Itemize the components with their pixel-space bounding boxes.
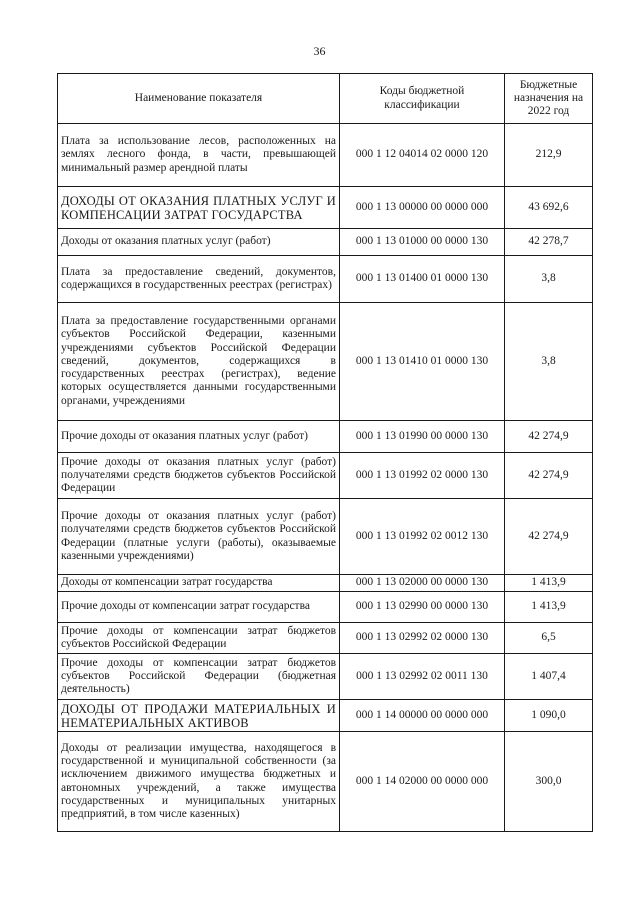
row-code: 000 1 13 02992 02 0000 130 — [340, 623, 505, 654]
table-row — [58, 187, 593, 229]
row-name: ДОХОДЫ ОТ ОКАЗАНИЯ ПЛАТНЫХ УСЛУГ И КОМПЕНСАЦИИ ЗАТРАТ ГОСУДАРСТВА — [58, 187, 340, 229]
table-row — [58, 229, 593, 256]
row-name: Прочие доходы от оказания платных услуг (работ) получателями средств бюджетов субъектов Российской Федерации (платные услуги (работы), оказываемые казенными учреждениями) — [58, 499, 340, 575]
table-row — [58, 421, 593, 453]
row-amount: 42 274,9 — [505, 421, 593, 453]
row-code: 000 1 13 01990 00 0000 130 — [340, 421, 505, 453]
row-name: Прочие доходы от компенсации затрат бюджетов субъектов Российской Федерации (бюджетная деятельность) — [58, 654, 340, 700]
row-name: Прочие доходы от оказания платных услуг (работ) получателями средств бюджетов субъектов Российской Федерации — [58, 453, 340, 499]
header-code: Коды бюджетной классификации — [340, 74, 505, 124]
row-name: Доходы от реализации имущества, находящегося в государственной и муниципальной собственности (за исключением движимого имущества бюджетных и автономных учреждений, а также имущества государственных и муниципальных унитарных предприятий, в том числе казенных) — [58, 732, 340, 832]
row-amount: 3,8 — [505, 303, 593, 421]
row-name: ДОХОДЫ ОТ ПРОДАЖИ МАТЕРИАЛЬНЫХ И НЕМАТЕРИАЛЬНЫХ АКТИВОВ — [58, 700, 340, 732]
row-amount: 42 278,7 — [505, 229, 593, 256]
row-code: 000 1 13 01400 01 0000 130 — [340, 256, 505, 303]
row-code: 000 1 13 00000 00 0000 000 — [340, 187, 505, 229]
row-name: Прочие доходы от компенсации затрат бюджетов субъектов Российской Федерации — [58, 623, 340, 654]
row-code: 000 1 14 00000 00 0000 000 — [340, 700, 505, 732]
row-name: Доходы от оказания платных услуг (работ) — [58, 229, 340, 256]
table-row — [58, 303, 593, 421]
row-code: 000 1 14 02000 00 0000 000 — [340, 732, 505, 832]
table-row — [58, 575, 593, 592]
table-row — [58, 654, 593, 700]
row-amount: 43 692,6 — [505, 187, 593, 229]
table-row — [58, 499, 593, 575]
row-amount: 1 090,0 — [505, 700, 593, 732]
table-row — [58, 592, 593, 623]
row-name: Доходы от компенсации затрат государства — [58, 575, 340, 592]
row-code: 000 1 12 04014 02 0000 120 — [340, 124, 505, 187]
table-row — [58, 732, 593, 832]
row-code: 000 1 13 01992 02 0012 130 — [340, 499, 505, 575]
row-name: Прочие доходы от оказания платных услуг (работ) — [58, 421, 340, 453]
header-name: Наименование показателя — [58, 74, 340, 124]
budget-table — [57, 73, 593, 832]
row-name: Прочие доходы от компенсации затрат государства — [58, 592, 340, 623]
row-amount: 1 407,4 — [505, 654, 593, 700]
table-row — [58, 453, 593, 499]
table-row — [58, 700, 593, 732]
row-amount: 1 413,9 — [505, 592, 593, 623]
page-number: 36 — [313, 44, 326, 58]
row-amount: 300,0 — [505, 732, 593, 832]
row-amount: 3,8 — [505, 256, 593, 303]
row-amount: 6,5 — [505, 623, 593, 654]
row-amount: 42 274,9 — [505, 499, 593, 575]
row-name: Плата за использование лесов, расположенных на землях лесного фонда, в части, превышающей минимальный размер арендной платы — [58, 124, 340, 187]
row-code: 000 1 13 02992 02 0011 130 — [340, 654, 505, 700]
row-name: Плата за предоставление сведений, документов, содержащихся в государственных реестрах (регистрах) — [58, 256, 340, 303]
row-name: Плата за предоставление государственными органами субъектов Российской Федерации, казенными учреждениями субъектов Российской Федерации сведений, документов, содержащихся в государственных реестрах (регистрах), ведение которых осуществляется данными государственными органами, учреждениями — [58, 303, 340, 421]
table-row — [58, 623, 593, 654]
table-row — [58, 124, 593, 187]
row-code: 000 1 13 01410 01 0000 130 — [340, 303, 505, 421]
row-amount: 42 274,9 — [505, 453, 593, 499]
row-code: 000 1 13 01992 02 0000 130 — [340, 453, 505, 499]
row-amount: 1 413,9 — [505, 575, 593, 592]
table-row — [58, 256, 593, 303]
row-code: 000 1 13 02990 00 0000 130 — [340, 592, 505, 623]
row-code: 000 1 13 02000 00 0000 130 — [340, 575, 505, 592]
row-amount: 212,9 — [505, 124, 593, 187]
header-amount: Бюджетные назначения на 2022 год — [505, 74, 593, 124]
row-code: 000 1 13 01000 00 0000 130 — [340, 229, 505, 256]
